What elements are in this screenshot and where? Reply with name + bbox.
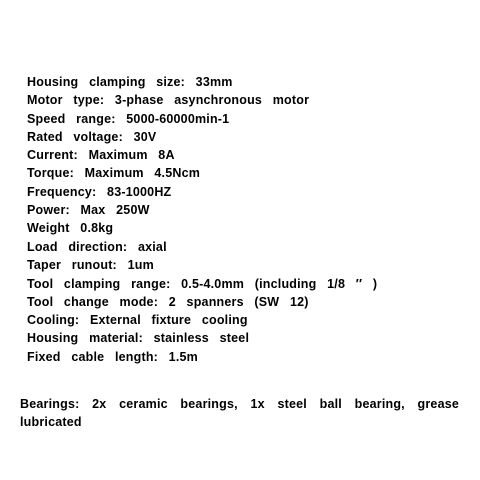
spec-list-mechanical — [27, 238, 377, 366]
spec-taper-runout: Taper runout: 1um — [27, 258, 154, 273]
spec-speed-range: Speed range: 5000-60000min-1 — [27, 111, 230, 126]
spec-tool-clamping-range: Tool clamping range: 0.5-4.0mm (including 1/8 ′′ ) — [27, 276, 378, 291]
spec-load-direction: Load direction: axial — [27, 240, 167, 254]
spec-weight: Weight 0.8kg — [27, 221, 114, 236]
spec-rated-voltage: Rated voltage: 30V — [27, 129, 157, 144]
spec-housing-clamping-size: Housing clamping size: 33mm — [27, 75, 233, 89]
bearings-note: Bearings: 2x ceramic bearings, 1x steel ball bearing, grease lubricated — [20, 397, 460, 429]
spec-fixed-cable-length: Fixed cable length: 1.5m — [27, 349, 198, 364]
spec-power: Power: Max 250W — [27, 203, 150, 218]
spec-list-motor — [27, 73, 309, 238]
spec-torque: Torque: Maximum 4.5Ncm — [27, 166, 201, 181]
spec-housing-material: Housing material: stainless steel — [27, 331, 250, 346]
spec-tool-change-mode: Tool change mode: 2 spanners (SW 12) — [27, 294, 309, 309]
spec-motor-type: Motor type: 3-phase asynchronous motor — [27, 93, 310, 108]
spec-current: Current: Maximum 8A — [27, 148, 175, 163]
spec-cooling: Cooling: External fixture cooling — [27, 313, 248, 328]
spec-frequency: Frequency: 83-1000HZ — [27, 184, 172, 199]
